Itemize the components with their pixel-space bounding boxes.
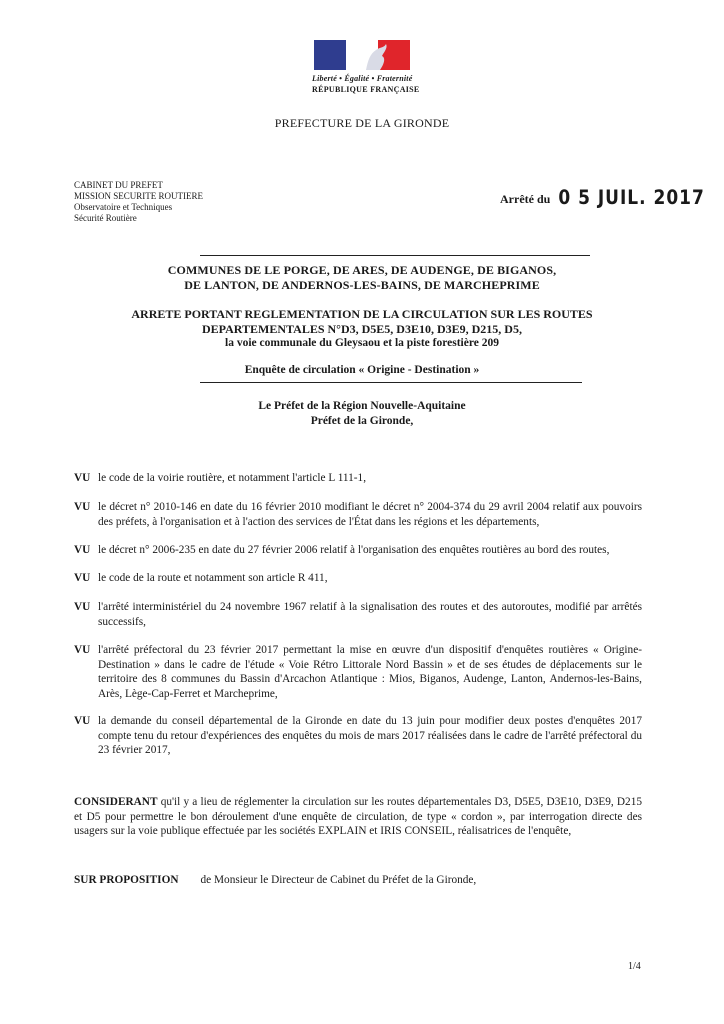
vu-keyword: VU	[74, 501, 91, 513]
vu-text: l'arrêté interministériel du 24 novembre 1967 relatif à la signalisation des routes et des autoroutes, modifié par arrêtés successifs,	[98, 601, 642, 628]
prefet-line-2: Préfet de la Gironde,	[310, 414, 414, 427]
vu-keyword: VU	[74, 644, 91, 656]
arrete-title	[100, 307, 624, 351]
sur-proposition-keyword: SUR PROPOSITION	[74, 874, 179, 886]
vu-text: la demande du conseil départemental de la Gironde en date du 13 juin pour modifier deux postes d'enquêtes 2017 compte tenu du retour d'expériences des enquêtes du mois de mars 2017 réalisées dans le cadre de l'arrêté préfectoral du 23 février 2017,	[98, 715, 642, 756]
vu-text: le décret n° 2006-235 en date du 27 février 2006 relatif à l'organisation des enquêtes routières au bord des routes,	[98, 544, 610, 556]
prefet-line-1: Le Préfet de la Région Nouvelle-Aquitaine	[258, 400, 466, 412]
enquete-subtitle: Enquête de circulation « Origine - Destination »	[244, 364, 480, 376]
issuing-office	[74, 180, 203, 224]
marianne-logo	[312, 40, 420, 94]
vu-clause-6	[74, 643, 642, 701]
date-stamp: 0 5 JUIL. 2017	[558, 186, 705, 210]
divider-bottom	[200, 382, 582, 383]
vu-clause-1	[74, 471, 642, 486]
cabinet-line-1: CABINET DU PREFET	[74, 180, 163, 190]
vu-text: le code de la route et notamment son article R 411,	[98, 572, 328, 584]
prefet-heading	[100, 399, 624, 428]
considerant-clause	[74, 795, 642, 839]
vu-keyword: VU	[74, 472, 91, 484]
vu-keyword: VU	[74, 544, 91, 556]
vu-keyword: VU	[74, 715, 91, 727]
communes-heading	[100, 263, 624, 292]
sur-proposition-clause	[74, 874, 642, 886]
arrete-date	[500, 188, 705, 208]
cabinet-line-2: MISSION SECURITE ROUTIERE	[74, 191, 204, 201]
considerant-text: qu'il y a lieu de réglementer la circulation sur les routes départementales D3, D5E5, D3E10, D3E9, D215 et D5 pour permettre le bon déroulement d'une enquête de circulation, de type « cordon », par interrogation directe des usagers sur la voie publique effectuée par les sociétés EXPLAIN et IRIS CONSEIL, réalisatrices de l'enquête,	[74, 796, 642, 837]
vu-clause-5	[74, 600, 642, 629]
prefecture-heading: PREFECTURE DE LA GIRONDE	[274, 116, 450, 130]
logo-motto: Liberté • Égalité • Fraternité	[312, 74, 413, 83]
vu-clause-3	[74, 543, 642, 558]
logo-republic: RÉPUBLIQUE FRANÇAISE	[312, 85, 420, 94]
marianne-profile-icon	[364, 40, 404, 70]
vu-text: l'arrêté préfectoral du 23 février 2017 permettant la mise en œuvre d'un dispositif d'enquêtes routières « Origine-Destination » dans le cadre de l'étude « Voie Rétro Littorale Nord Bassin » et de ses études de déplacements sur le territoire des 8 communes du Bassin d'Arcachon Atlantique : Mios, Biganos, Audenge, Lanton, Andernos-les-Bains, Arès, Lège-Cap-Ferret et Marcheprime,	[98, 644, 642, 700]
considerant-keyword: CONSIDERANT	[74, 796, 158, 808]
page-number: 1/4	[628, 961, 641, 972]
tricolor-flag-icon	[314, 40, 410, 70]
communes-line-1: COMMUNES DE LE PORGE, DE ARES, DE AUDENGE, DE BIGANOS,	[167, 263, 557, 277]
title-line-1: ARRETE PORTANT REGLEMENTATION DE LA CIRCULATION SUR LES ROUTES	[131, 307, 593, 321]
vu-text: le code de la voirie routière, et notamment l'article L 111-1,	[98, 472, 367, 484]
divider-top	[200, 255, 590, 256]
title-line-3: la voie communale du Gleysaou et la piste forestière 209	[225, 337, 499, 349]
vu-text: le décret n° 2010-146 en date du 16 février 2010 modifiant le décret n° 2004-374 du 29 avril 2004 relatif aux pouvoirs des préfets, à l'organisation et à l'action des services de l'État dans les régions et les départements,	[98, 501, 642, 528]
vu-clause-4	[74, 571, 642, 586]
sur-proposition-text: de Monsieur le Directeur de Cabinet du Préfet de la Gironde,	[200, 874, 477, 886]
vu-keyword: VU	[74, 601, 91, 613]
vu-clause-7	[74, 714, 642, 758]
arrete-date-label: Arrêté du	[500, 192, 551, 206]
cabinet-line-3: Observatoire et Techniques	[74, 202, 173, 212]
cabinet-line-4: Sécurité Routière	[74, 213, 137, 223]
vu-clause-2	[74, 500, 642, 529]
communes-line-2: DE LANTON, DE ANDERNOS-LES-BAINS, DE MARCHEPRIME	[184, 277, 540, 292]
title-line-2: DEPARTEMENTALES N°D3, D5E5, D3E10, D3E9, D215, D5,	[202, 321, 522, 336]
vu-keyword: VU	[74, 572, 91, 584]
